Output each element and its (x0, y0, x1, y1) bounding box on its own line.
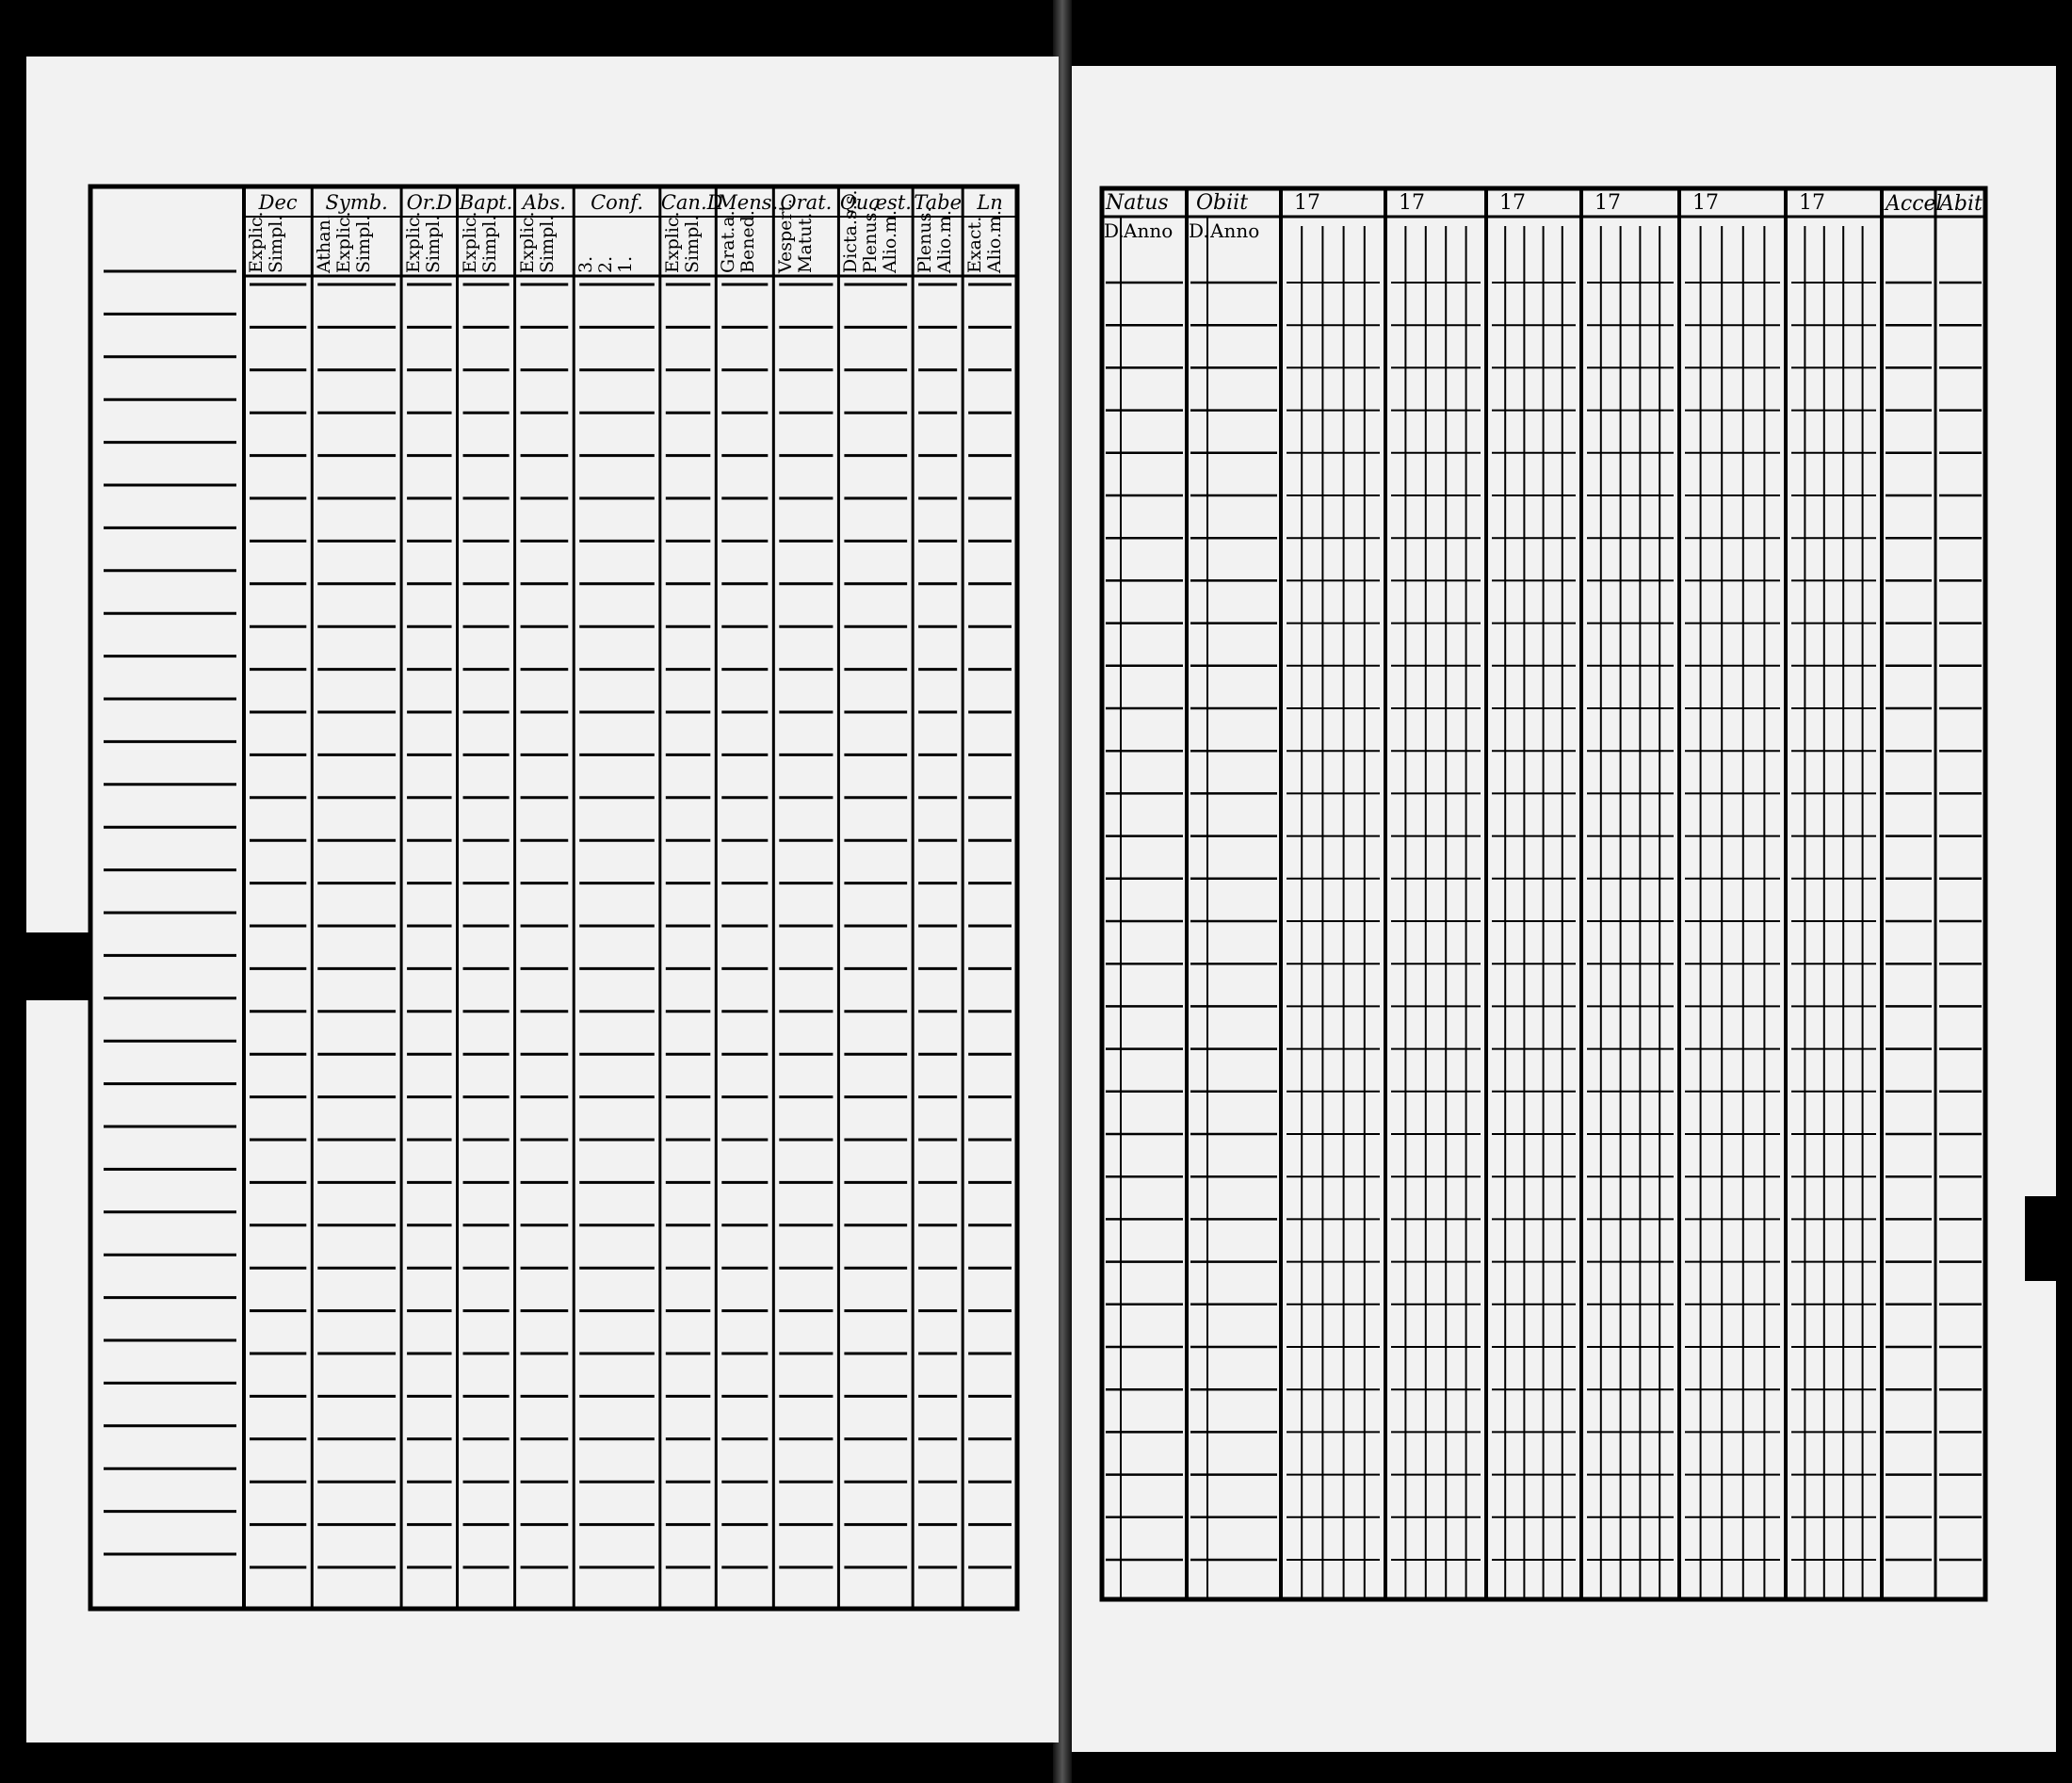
year-header: 17 (1399, 191, 1425, 215)
subheader-text: Alio.m. (934, 209, 956, 273)
natus-year-label: Anno (1124, 219, 1174, 242)
column-subheader (718, 210, 770, 273)
column-header: Tabe (914, 191, 963, 214)
obiit-year-label: Anno (1210, 219, 1260, 242)
subheader-text: 3. (575, 255, 597, 273)
column-subheader (246, 211, 309, 273)
column-header: Dec (258, 191, 298, 214)
column-header: Conf. (591, 191, 643, 214)
subheader-text: Grat.a. (718, 210, 739, 273)
column-subheader (403, 211, 454, 273)
natus-header: Natus (1106, 191, 1169, 215)
subheader-text: Vespert. (775, 198, 797, 273)
column-subheader (964, 209, 1014, 273)
natus-day-label: D. (1104, 219, 1125, 242)
left-page (26, 57, 1059, 1742)
subheader-text: Plenus. (860, 206, 882, 273)
subheader-text: Alio.m. (880, 209, 901, 273)
subheader-text: Exact. (964, 216, 986, 273)
year-header: 17 (1799, 191, 1825, 215)
subheader-text: 1. (615, 255, 637, 273)
subheader-text: Explic. (516, 211, 538, 273)
subheader-text: Explic. (246, 211, 267, 273)
subheader-text: Simpl. (681, 215, 703, 273)
column-subheader (661, 211, 713, 273)
abit-header: Abit. (1939, 192, 1989, 216)
accel-header: Accel (1886, 192, 1943, 216)
year-header: 17 (1499, 191, 1526, 215)
left-page-clip (26, 932, 90, 1000)
subheader-text: Plenus. (915, 206, 936, 273)
column-subheader (915, 206, 960, 273)
column-subheader (459, 211, 512, 273)
subheader-text: Explic. (661, 211, 683, 273)
subheader-text: Matut. (795, 212, 817, 273)
subheader-text: Simpl. (266, 215, 286, 273)
column-subheader (516, 211, 572, 273)
subheader-text: Simpl. (353, 215, 375, 273)
subheader-text: Simpl. (478, 215, 500, 273)
column-subheader (576, 219, 657, 273)
subheader-text: Explic. (403, 211, 425, 273)
column-header: Ln (977, 191, 1003, 214)
subheader-text: Dicta.s.s. (840, 189, 862, 273)
subheader-text: Athan. (314, 214, 335, 273)
obiit-header: Obiit (1196, 191, 1249, 215)
subheader-text: Explic. (459, 211, 480, 273)
column-subheader (314, 211, 398, 273)
column-header: Mens. (717, 191, 779, 214)
column-header: Orat. (780, 191, 833, 214)
right-register-grid (1072, 66, 2056, 1752)
year-header: 17 (1594, 191, 1621, 215)
column-header: Or.D (406, 191, 453, 214)
subheader-text: Alio.m. (984, 209, 1006, 273)
column-header: Abs. (522, 191, 566, 214)
subheader-text: Explic. (333, 211, 355, 273)
column-header: Bapt. (459, 191, 513, 214)
column-header: Quæst. (839, 191, 912, 214)
column-header: Symb. (325, 191, 388, 214)
left-register-grid (26, 57, 1059, 1742)
right-page (1072, 66, 2056, 1752)
subheader-text: Simpl. (423, 215, 445, 273)
subheader-text: Simpl. (536, 215, 558, 273)
subheader-text: Bened. (737, 210, 759, 273)
year-header: 17 (1692, 191, 1719, 215)
column-header: Can.D (660, 191, 723, 214)
subheader-text: 2. (595, 255, 617, 273)
right-page-clip (2025, 1196, 2063, 1281)
obiit-day-label: D. (1189, 219, 1209, 242)
year-header: 17 (1294, 191, 1320, 215)
